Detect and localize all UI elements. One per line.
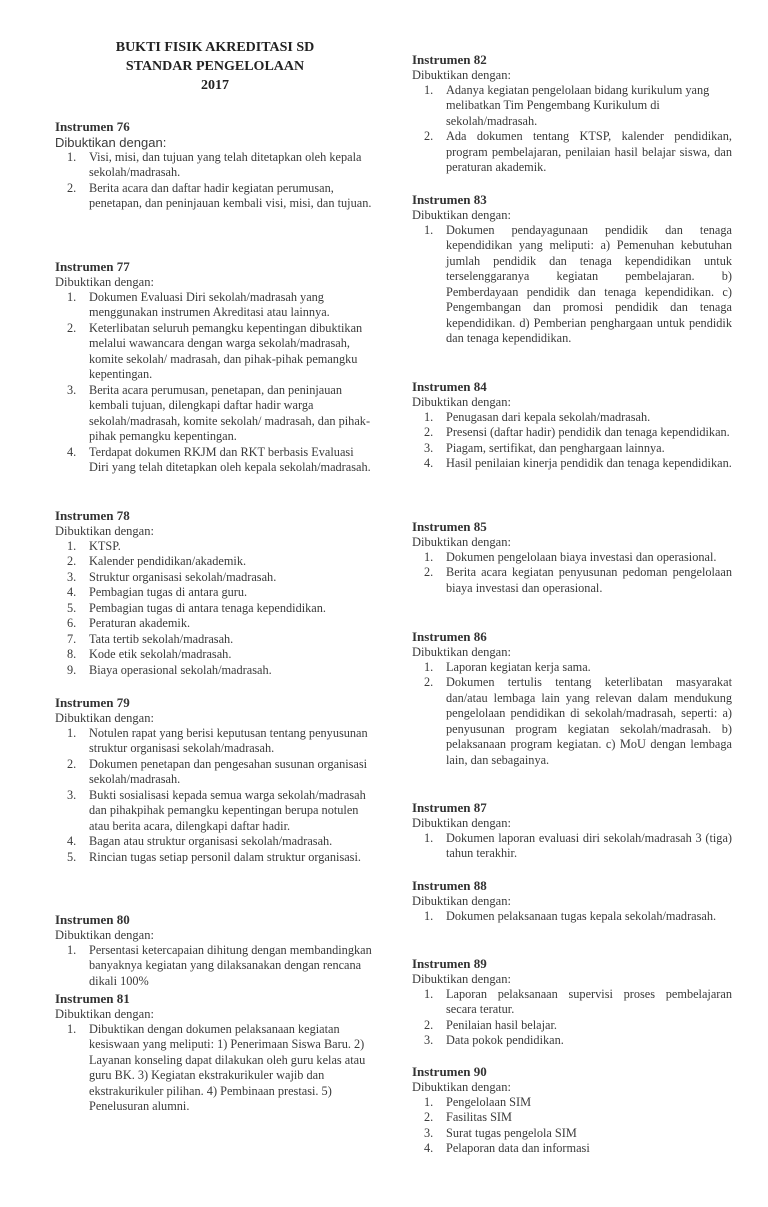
instrumen-subtitle: Dibuktikan dengan: — [55, 523, 154, 538]
list-item: 2. Berita acara kegiatan penyusunan pedoman pengelolaan biaya investasi dan operasional. — [424, 565, 732, 595]
title-line-1: BUKTI FISIK AKREDITASI SD — [115, 40, 315, 55]
instrumen-subtitle: Dibuktikan dengan: — [412, 1079, 511, 1094]
document-title — [55, 38, 375, 95]
list-item: 6. Peraturan akademik. — [67, 616, 191, 630]
list-item: 1. Dokumen pelaksanaan tugas kepala sekolah/madrasah. — [424, 908, 717, 923]
instrumen-subtitle: Dibuktikan dengan: — [412, 207, 511, 222]
list-item: 3. Bukti sosialisasi kepada semua warga sekolah/madrasah dan pihakpihak pemangku kepentingan berupa notulen atau berita acara, dilengkapi daftar hadir. — [67, 787, 366, 833]
instrumen-85 — [412, 519, 732, 596]
list-item: 1. Laporan kegiatan kerja sama. — [424, 659, 591, 674]
instrumen-subtitle: Dibuktikan dengan: — [55, 710, 154, 725]
instrumen-subtitle: Dibuktikan dengan: — [55, 927, 154, 942]
list-item: 7. Tata tertib sekolah/madrasah. — [67, 631, 234, 646]
instrumen-78 — [55, 508, 375, 678]
instrumen-84 — [412, 379, 732, 472]
list-item: 4. Pelaporan data dan informasi — [424, 1141, 590, 1155]
list-item: 1. Laporan pelaksanaan supervisi proses pembelajaran secara teratur. — [424, 986, 732, 1016]
list-item: 2. Kalender pendidikan/akademik. — [67, 554, 247, 568]
list-item: 3. Surat tugas pengelola SIM — [424, 1125, 577, 1140]
instrumen-title: Instrumen 79 — [55, 695, 130, 710]
instrumen-87 — [412, 800, 732, 862]
instrumen-88 — [412, 878, 732, 924]
list-item: 1. Dokumen pendayagunaan pendidik dan tenaga kependidikan yang meliputi: a) Pemenuhan kebutuhan jumlah pendidik dan tenaga kependidikan untuk terselenggaranya kegiatan pembelajaran. b) Pemberdayaan pendidik dan tenaga kependidikan. c) Pengembangan dan promosi pendidik dan tenaga kependidikan. d) Pemberian penghargaan untuk pendidik dan tenaga kependidikan. — [424, 222, 732, 345]
instrumen-subtitle: Dibuktikan dengan: — [412, 893, 511, 908]
list-item: 3. Data pokok pendidikan. — [424, 1033, 564, 1047]
list-item: 2. Presensi (daftar hadir) pendidik dan tenaga kependidikan. — [424, 425, 730, 439]
list-item: 3. Piagam, sertifikat, dan penghargaan lainnya. — [424, 440, 665, 455]
instrumen-title: Instrumen 89 — [412, 956, 487, 971]
instrumen-title: Instrumen 78 — [55, 508, 130, 523]
instrumen-79 — [55, 695, 375, 865]
title-line-2: STANDAR PENGELOLAAN — [125, 59, 305, 74]
list-item: 1. Notulen rapat yang berisi keputusan tentang penyusunan struktur organisasi sekolah/madrasah. — [67, 725, 368, 755]
instrumen-title: Instrumen 87 — [412, 800, 487, 815]
list-item: 4. Hasil penilaian kinerja pendidik dan tenaga kependidikan. — [424, 456, 732, 470]
list-item: 2. Penilaian hasil belajar. — [424, 1017, 557, 1032]
list-item: 1. Pengelolaan SIM — [424, 1094, 532, 1109]
instrumen-subtitle: Dibuktikan dengan: — [55, 274, 154, 289]
instrumen-90 — [412, 1064, 732, 1157]
list-item: 1. KTSP. — [67, 538, 121, 553]
instrumen-title: Instrumen 83 — [412, 192, 487, 207]
list-item: 2. Dokumen penetapan dan pengesahan susunan organisasi sekolah/madrasah. — [67, 756, 368, 786]
list-item: 1. Persentasi ketercapaian dihitung dengan membandingkan banyaknya kegiatan yang dilaksanakan dengan rencana dikali 100% — [67, 942, 372, 988]
list-item: 1. Penugasan dari kepala sekolah/madrasah. — [424, 409, 651, 424]
instrumen-title: Instrumen 85 — [412, 519, 487, 534]
instrumen-title: Instrumen 80 — [55, 912, 130, 927]
list-item: 1. Visi, misi, dan tujuan yang telah ditetapkan oleh kepala sekolah/madrasah. — [67, 149, 362, 179]
instrumen-82 — [412, 52, 732, 176]
list-item: 1. Dibuktikan dengan dokumen pelaksanaan kegiatan kesiswaan yang meliputi: 1) Penerimaan Siswa Baru. 2) Layanan konseling dapat dilakukan oleh guru kelas atau guru BK. 3) Kegiatan ekstrakurikuler wajib dan ekstrakurikuler pilihan. 4) Pembinaan prestasi. 5) Penelusuran alumni. — [67, 1021, 366, 1113]
list-item: 2. Ada dokumen tentang KTSP, kalender pendidikan, program pembelajaran, penilaian hasil belajar siswa, dan peraturan akademik. — [424, 129, 732, 174]
list-item: 1. Dokumen laporan evaluasi diri sekolah/madrasah 3 (tiga) tahun terakhir. — [424, 830, 732, 860]
instrumen-subtitle: Dibuktikan dengan: — [412, 815, 511, 830]
instrumen-title: Instrumen 82 — [412, 52, 487, 67]
list-item: 4. Terdapat dokumen RKJM dan RKT berbasis Evaluasi Diri yang telah ditetapkan oleh kepala sekolah/madrasah. — [67, 444, 371, 474]
list-item: 1. Dokumen Evaluasi Diri sekolah/madrasah yang menggunakan instrumen Akreditasi atau lainnya. — [67, 289, 330, 319]
instrumen-title: Instrumen 77 — [55, 259, 130, 274]
instrumen-subtitle: Dibuktikan dengan: — [55, 134, 167, 150]
instrumen-89 — [412, 956, 732, 1049]
title-line-3: 2017 — [201, 78, 229, 93]
list-item: 4. Pembagian tugas di antara guru. — [67, 585, 248, 599]
instrumen-83 — [412, 192, 732, 347]
list-item: 5. Pembagian tugas di antara tenaga kependidikan. — [67, 600, 326, 615]
instrumen-subtitle: Dibuktikan dengan: — [412, 971, 511, 986]
instrumen-81 — [55, 991, 375, 1115]
list-item: 1. Dokumen pengelolaan biaya investasi dan operasional. — [424, 549, 717, 564]
instrumen-subtitle: Dibuktikan dengan: — [55, 1006, 154, 1021]
instrumen-subtitle: Dibuktikan dengan: — [412, 394, 511, 409]
list-item: 3. Struktur organisasi sekolah/madrasah. — [67, 569, 277, 584]
instrumen-title: Instrumen 81 — [55, 991, 130, 1006]
instrumen-subtitle: Dibuktikan dengan: — [412, 67, 511, 82]
instrumen-title: Instrumen 86 — [412, 629, 487, 644]
list-item: 2. Keterlibatan seluruh pemangku kepentingan dibuktikan melalui wawancara dengan warga sekolah/madrasah, komite sekolah/ madrasah, dan pihak-pihak pemangku kepentingan. — [67, 320, 363, 381]
list-item: 2. Dokumen tertulis tentang keterlibatan masyarakat dan/atau lembaga lain yang relevan dalam mendukung pengelolaan pendidikan di sekolah/madrasah, seperti: a) penyusunan program kegiatan sekolah/madrasah. b) pelaksanaan program kegiatan. c) MoU dengan lembaga lain, dan sebagainya. — [424, 675, 732, 767]
instrumen-title: Instrumen 88 — [412, 878, 487, 893]
instrumen-86 — [412, 629, 732, 768]
instrumen-80 — [55, 912, 375, 989]
instrumen-title: Instrumen 90 — [412, 1064, 487, 1079]
list-item: 2. Fasilitas SIM — [424, 1110, 512, 1124]
instrumen-title: Instrumen 84 — [412, 379, 487, 394]
list-item: 3. Berita acara perumusan, penetapan, dan peninjauan kembali tujuan, dilengkapi daftar hadir warga sekolah/madrasah, komite sekolah/ madrasah, dan pihak-pihak pemangku kepentingan. — [67, 382, 371, 443]
instrumen-subtitle: Dibuktikan dengan: — [412, 534, 511, 549]
list-item: 4. Bagan atau struktur organisasi sekolah/madrasah. — [67, 834, 333, 848]
instrumen-77 — [55, 259, 375, 476]
instrumen-subtitle: Dibuktikan dengan: — [412, 644, 511, 659]
list-item: 8. Kode etik sekolah/madrasah. — [67, 647, 232, 661]
list-item: 5. Rincian tugas setiap personil dalam struktur organisasi. — [67, 849, 361, 864]
list-item: 2. Berita acara dan daftar hadir kegiatan perumusan, penetapan, dan peninjauan kembali visi, misi, dan tujuan. — [67, 180, 372, 210]
instrumen-76 — [55, 119, 375, 212]
list-item: 1. Adanya kegiatan pengelolaan bidang kurikulum yang melibatkan Tim Pengembang Kurikulum di sekolah/madrasah. — [424, 82, 710, 128]
instrumen-title: Instrumen 76 — [55, 119, 130, 134]
list-item: 9. Biaya operasional sekolah/madrasah. — [67, 662, 272, 677]
